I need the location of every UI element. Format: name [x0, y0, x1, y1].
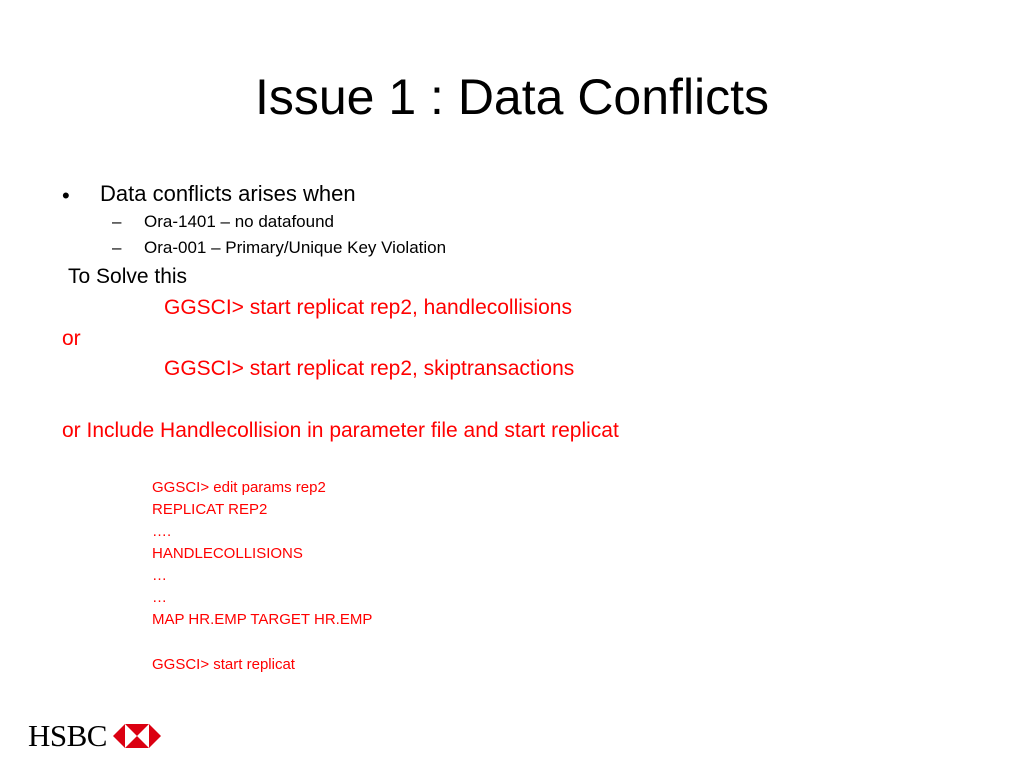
logo-text: HSBC — [28, 718, 107, 753]
sub-bullet-text: Ora-1401 – no datafound — [144, 212, 334, 231]
bullet-text: Data conflicts arises when — [100, 181, 356, 206]
command-skiptransactions: GGSCI> start replicat rep2, skiptransactions — [164, 357, 575, 380]
solve-label: To Solve this — [68, 265, 188, 288]
sub-bullet-text: Ora-001 – Primary/Unique Key Violation — [144, 238, 447, 257]
code-line: … — [152, 589, 167, 606]
code-line: MAP HR.EMP TARGET HR.EMP — [152, 611, 373, 628]
code-line: GGSCI> start replicat — [152, 656, 295, 673]
code-line: … — [152, 567, 167, 584]
or-include-text: or Include Handlecollision in parameter file and start replicat — [62, 419, 619, 442]
bullet-symbol: • — [62, 183, 70, 208]
command-handlecollisions: GGSCI> start replicat rep2, handlecollisions — [164, 296, 572, 319]
hsbc-logo — [28, 716, 161, 756]
code-line: HANDLECOLLISIONS — [152, 545, 303, 562]
code-line: REPLICAT REP2 — [152, 501, 268, 518]
slide-title: Issue 1 : Data Conflicts — [254, 69, 770, 125]
code-line: GGSCI> edit params rep2 — [152, 479, 326, 496]
sub-bullet-dash: – — [112, 238, 122, 257]
sub-bullet-dash: – — [112, 212, 122, 231]
code-line: …. — [152, 523, 172, 540]
or-text: or — [62, 327, 81, 350]
hexagon-logo-icon — [113, 724, 161, 748]
